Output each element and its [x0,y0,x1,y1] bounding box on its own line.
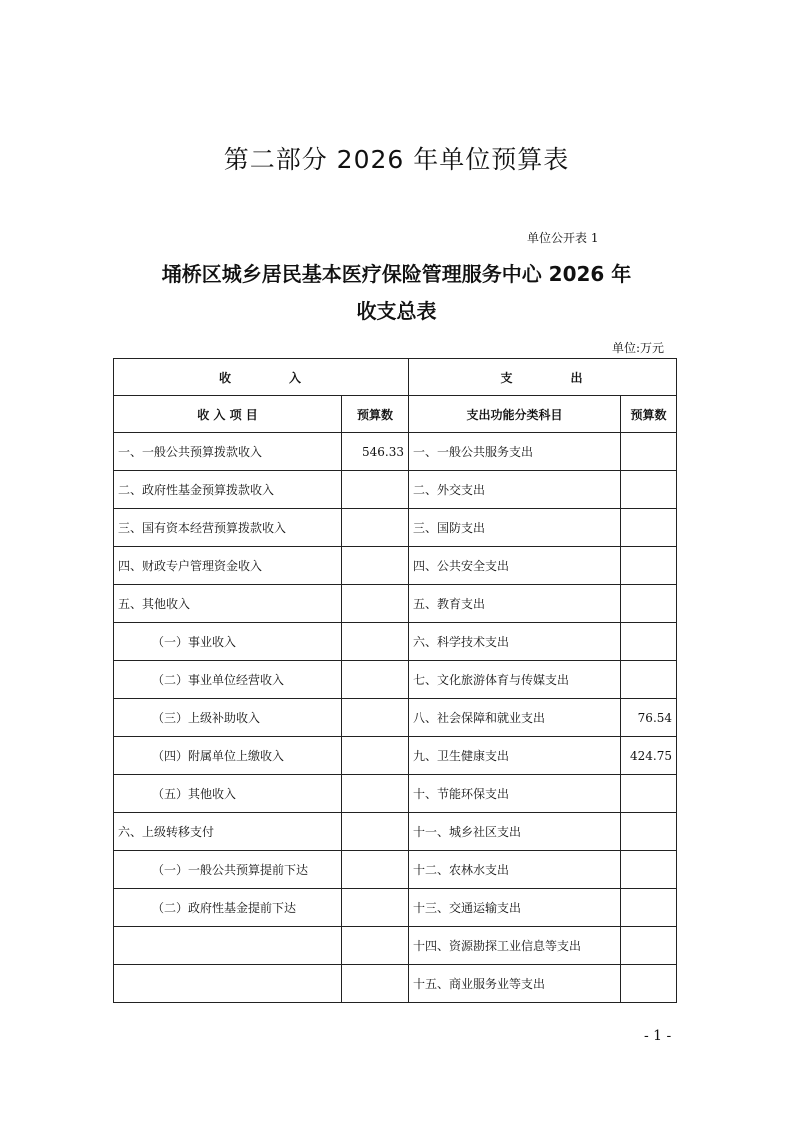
income-item-cell: （一）一般公共预算提前下达 [114,851,342,889]
income-item-cell: 一、一般公共预算拨款收入 [114,433,342,471]
table-row [114,547,677,585]
table-row [114,965,677,1003]
expense-item-cell: 八、社会保障和就业支出 [409,699,621,737]
income-amount-cell [342,471,409,509]
income-item-cell: 二、政府性基金预算拨款收入 [114,471,342,509]
expense-item-cell: 十二、农林水支出 [409,851,621,889]
income-item-cell: 五、其他收入 [114,585,342,623]
table-row [114,775,677,813]
income-amount-cell [342,965,409,1003]
income-amount-cell [342,585,409,623]
expense-amount-cell [621,813,677,851]
income-item-cell: 四、财政专户管理资金收入 [114,547,342,585]
expense-item-cell: 七、文化旅游体育与传媒支出 [409,661,621,699]
expense-amount-cell [621,889,677,927]
income-item-cell [114,927,342,965]
expense-amount-cell [621,775,677,813]
table-number-label: 单位公开表 1 [527,231,599,245]
table-row [114,509,677,547]
income-item-cell: 六、上级转移支付 [114,813,342,851]
income-item-cell: 三、国有资本经营预算拨款收入 [114,509,342,547]
expense-amount-cell [621,433,677,471]
income-item-header: 收 入 项 目 [114,396,342,433]
income-amount-cell: 546.33 [342,433,409,471]
income-expense-table [113,358,677,1003]
income-amount-cell [342,851,409,889]
income-item-cell: （一）事业收入 [114,623,342,661]
income-amount-cell [342,699,409,737]
table-row [114,927,677,965]
expense-amount-cell [621,547,677,585]
table-row [114,699,677,737]
expense-amount-cell [621,585,677,623]
page-number: - 1 - [644,1028,672,1044]
expense-amount-cell [621,661,677,699]
expense-group-header: 支 出 [409,359,677,396]
income-item-cell: （四）附属单位上缴收入 [114,737,342,775]
income-item-cell: （三）上级补助收入 [114,699,342,737]
income-amount-cell [342,509,409,547]
table-column-header-row [114,396,677,433]
income-group-header: 收 入 [114,359,409,396]
unit-label: 单位:万元 [612,341,665,355]
table-title-line-2: 收支总表 [356,299,437,323]
income-amount-cell [342,623,409,661]
expense-amount-cell [621,851,677,889]
income-amount-cell [342,737,409,775]
income-amount-cell [342,927,409,965]
expense-amount-cell [621,965,677,1003]
expense-item-cell: 十五、商业服务业等支出 [409,965,621,1003]
expense-amount-cell: 76.54 [621,699,677,737]
income-item-cell: （二）事业单位经营收入 [114,661,342,699]
expense-amount-cell: 424.75 [621,737,677,775]
expense-item-header: 支出功能分类科目 [409,396,621,433]
table-row [114,585,677,623]
table-group-header-row [114,359,677,396]
expense-item-cell: 五、教育支出 [409,585,621,623]
table-row [114,433,677,471]
expense-amount-cell [621,927,677,965]
table-row [114,737,677,775]
table-row [114,889,677,927]
expense-item-cell: 一、一般公共服务支出 [409,433,621,471]
expense-amount-cell [621,509,677,547]
income-item-cell: （五）其他收入 [114,775,342,813]
income-amount-cell [342,547,409,585]
income-item-cell [114,965,342,1003]
income-amount-cell [342,889,409,927]
table-row [114,623,677,661]
expense-item-cell: 二、外交支出 [409,471,621,509]
expense-budget-header: 预算数 [621,396,677,433]
expense-amount-cell [621,623,677,661]
table-title-line-1: 埇桥区城乡居民基本医疗保险管理服务中心 2026 年 [161,262,632,286]
table-row [114,813,677,851]
income-amount-cell [342,813,409,851]
expense-item-cell: 十三、交通运输支出 [409,889,621,927]
income-item-cell: （二）政府性基金提前下达 [114,889,342,927]
income-amount-cell [342,661,409,699]
part-title: 第二部分 2026 年单位预算表 [223,145,570,174]
income-amount-cell [342,775,409,813]
table-row [114,661,677,699]
expense-item-cell: 九、卫生健康支出 [409,737,621,775]
table-row [114,851,677,889]
expense-amount-cell [621,471,677,509]
expense-item-cell: 十、节能环保支出 [409,775,621,813]
expense-item-cell: 四、公共安全支出 [409,547,621,585]
expense-item-cell: 三、国防支出 [409,509,621,547]
expense-item-cell: 十一、城乡社区支出 [409,813,621,851]
table-body [114,433,677,1003]
table-title [0,256,793,330]
table-row [114,471,677,509]
expense-item-cell: 六、科学技术支出 [409,623,621,661]
expense-item-cell: 十四、资源勘探工业信息等支出 [409,927,621,965]
income-budget-header: 预算数 [342,396,409,433]
